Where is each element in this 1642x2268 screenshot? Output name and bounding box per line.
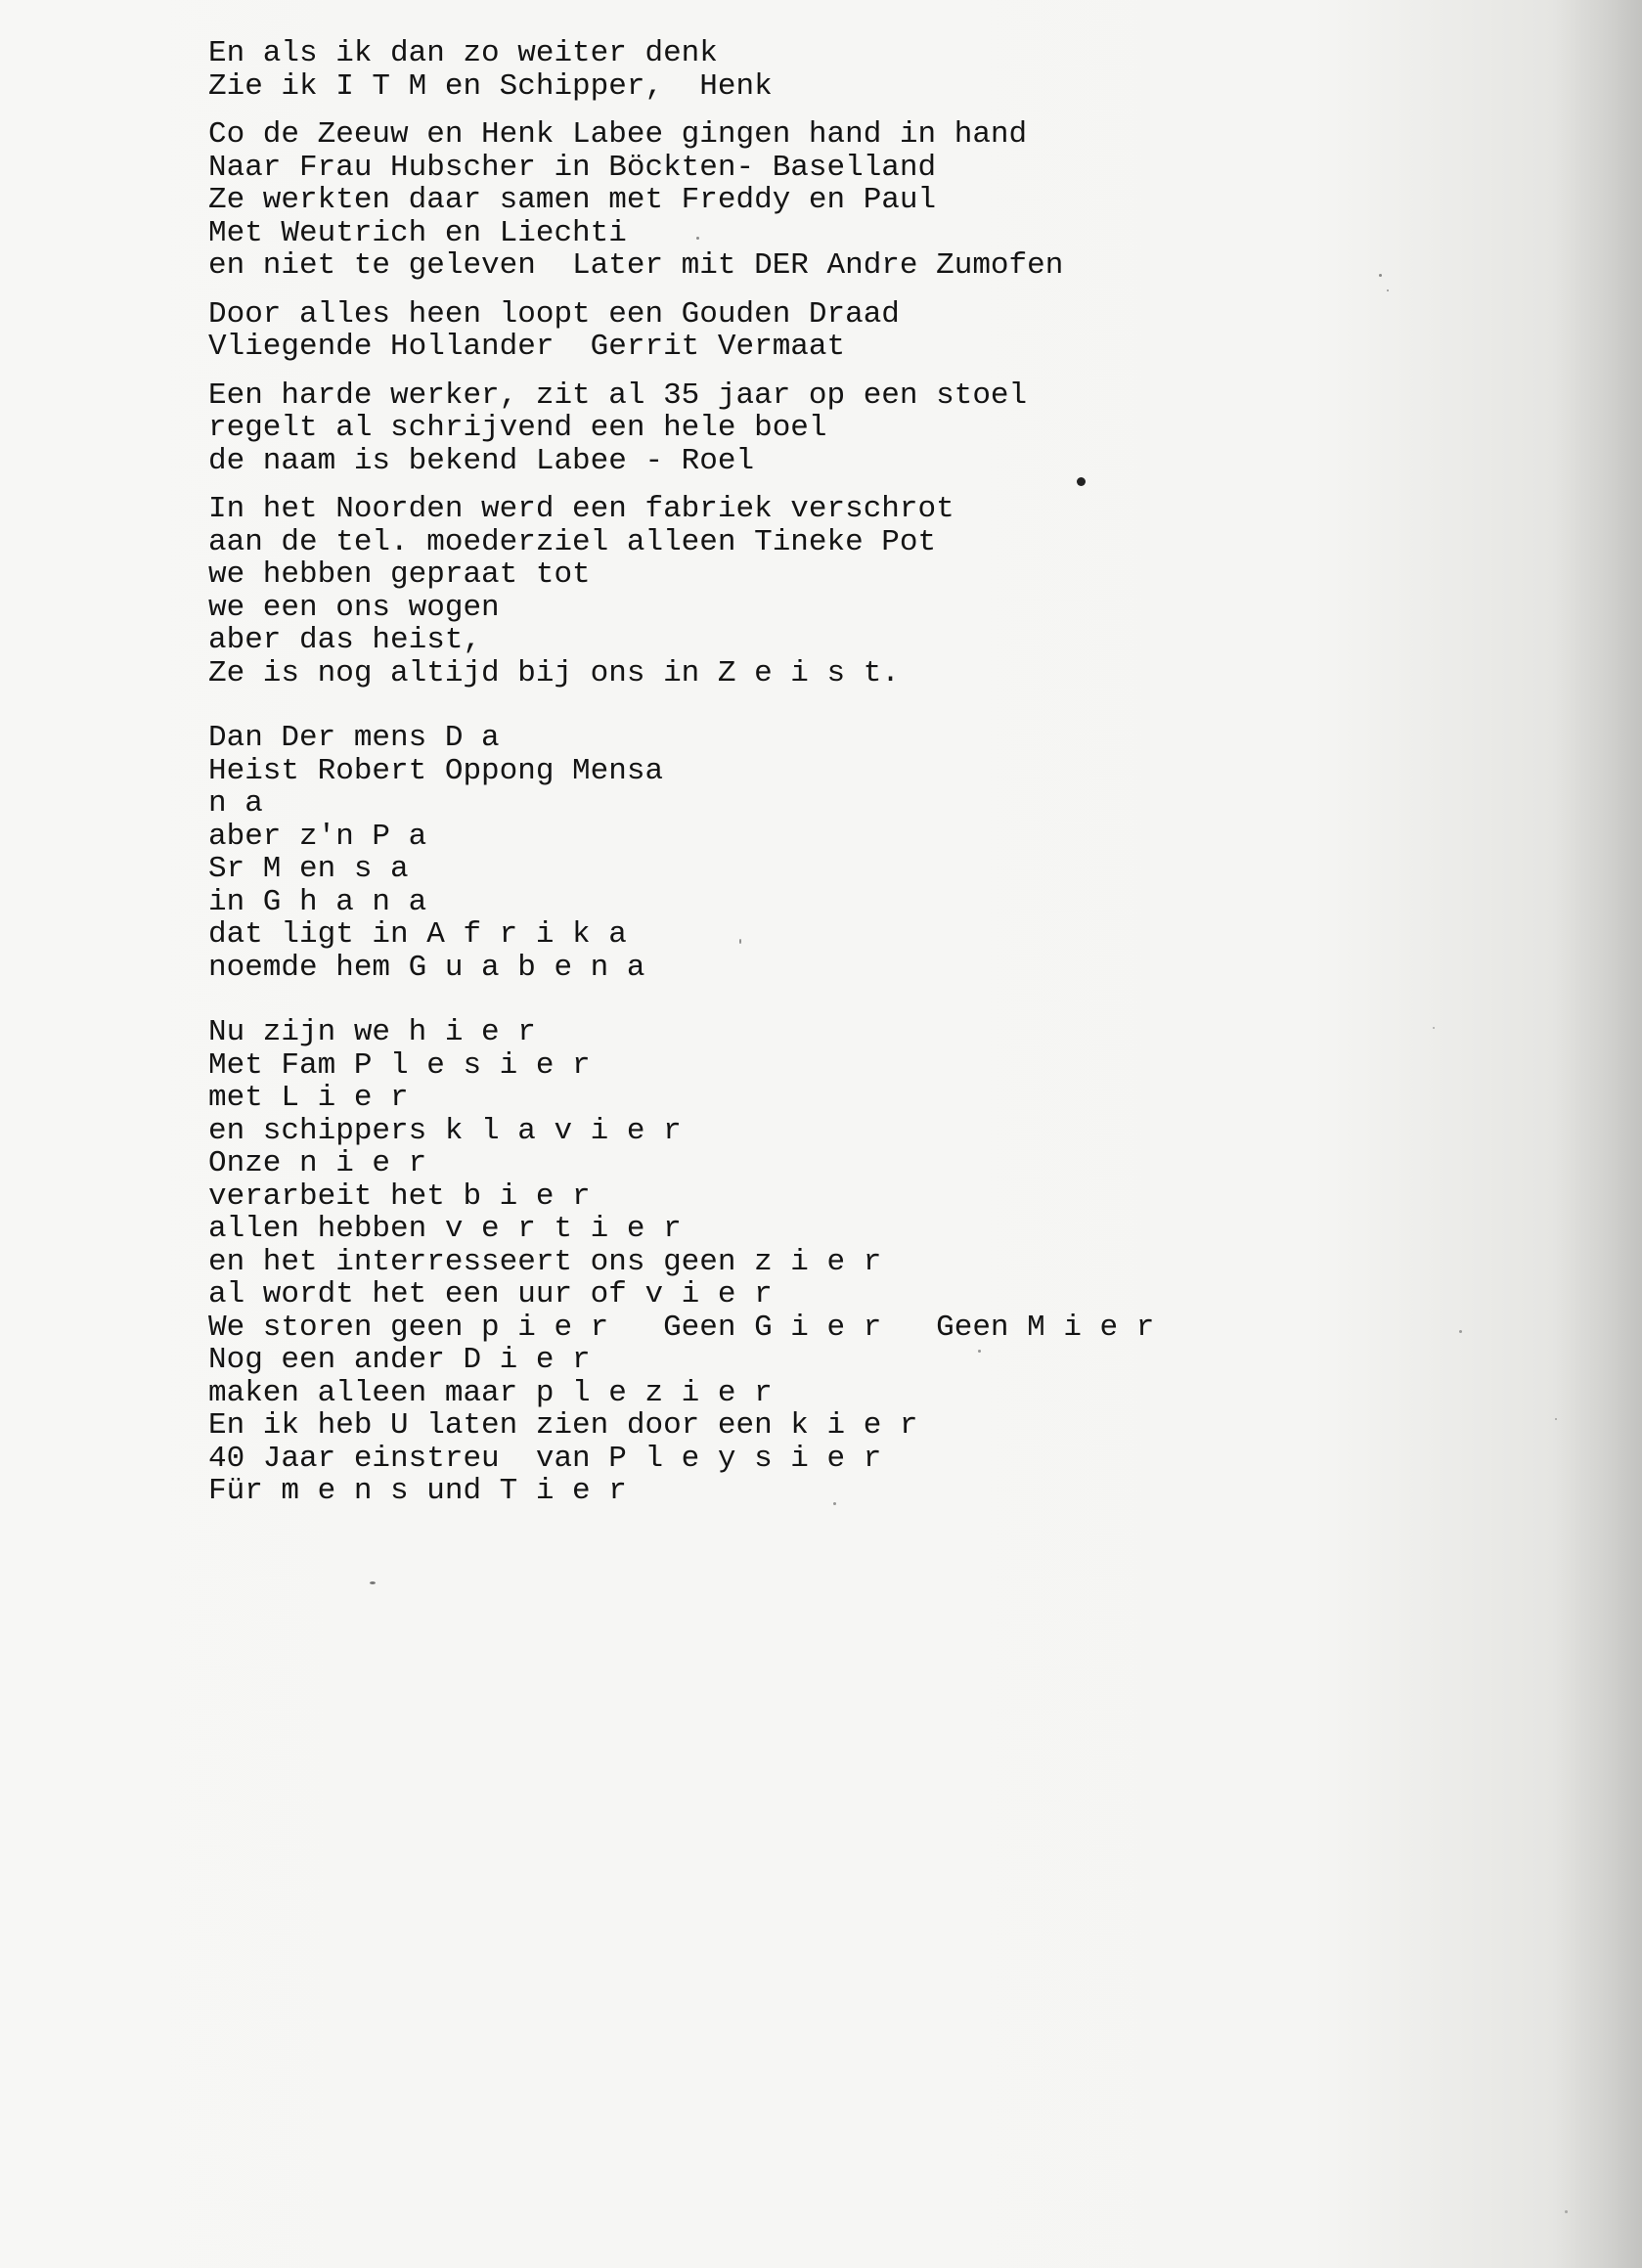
poem-line: En ik heb U laten zien door een k i e r — [208, 1408, 918, 1443]
scan-speck — [1555, 1418, 1557, 1420]
poem-line: Onze n i e r — [208, 1146, 427, 1180]
scan-speck — [1565, 2210, 1568, 2213]
poem-line: maken alleen maar p l e z i e r — [208, 1375, 773, 1410]
poem-line: met L i e r — [208, 1081, 409, 1115]
poem-line: Für m e n s und T i e r — [208, 1474, 627, 1508]
poem-line: Nu zijn we h i e r — [208, 1015, 536, 1049]
poem-line: Nog een ander D i e r — [208, 1343, 591, 1377]
scan-speck — [978, 1350, 981, 1353]
poem-line: de naam is bekend Labee - Roel — [208, 443, 755, 478]
poem-line: aber das heist, — [208, 623, 482, 657]
scan-speck — [739, 939, 741, 944]
ink-dot — [1077, 477, 1086, 486]
poem-line: we een ons wogen — [208, 590, 500, 625]
poem-line: Met Fam P l e s i e r — [208, 1047, 591, 1083]
poem-line: Door alles heen loopt een Gouden Draad — [208, 296, 900, 332]
poem-line: al wordt het een uur of v i e r — [208, 1277, 773, 1312]
poem-line: en niet te geleven Later mit DER Andre Zumofen — [208, 248, 1064, 283]
scan-speck — [1379, 274, 1382, 277]
poem-line: Ze is nog altijd bij ons in Z e i s t. — [208, 655, 900, 690]
poem-line: Heist Robert Oppong Mensa — [208, 753, 664, 788]
poem-line: Met Weutrich en Liechti — [208, 215, 627, 250]
poem-line: In het Noorden werd een fabriek verschrot — [208, 492, 954, 526]
poem-line: allen hebben v e r t i e r — [208, 1212, 682, 1246]
poem-line: 40 Jaar einstreu van P l e y s i e r — [208, 1441, 882, 1476]
poem-line: verarbeit het b i e r — [208, 1178, 591, 1214]
poem-line: Zie ik I T M en Schipper, Henk — [208, 68, 773, 104]
poem-line: aber z'n P a — [208, 819, 427, 854]
scan-speck — [696, 237, 699, 240]
stanza-1 — [208, 37, 1519, 103]
stanza-5 — [208, 493, 1519, 689]
scan-speck — [1433, 1027, 1435, 1029]
poem-line: dat ligt in A f r i k a — [208, 917, 627, 952]
scan-speck — [1459, 1330, 1462, 1333]
scan-speck — [370, 1581, 376, 1584]
stanza-7 — [208, 1016, 1519, 1508]
poem-line: regelt al schrijvend een hele boel — [208, 411, 827, 445]
poem-line: Sr M en s a — [208, 852, 409, 886]
stanza-6 — [208, 722, 1519, 984]
poem-line: Vliegende Hollander Gerrit Vermaat — [208, 330, 846, 364]
poem-line: En als ik dan zo weiter denk — [208, 36, 718, 70]
page-edge-shadow — [1554, 0, 1642, 2268]
poem-line: in G h a n a — [208, 884, 427, 919]
stanza-3 — [208, 298, 1519, 364]
poem-text — [208, 37, 1519, 1524]
scan-speck — [833, 1502, 836, 1505]
poem-line: en schippers k l a v i e r — [208, 1113, 682, 1148]
poem-line: Co de Zeeuw en Henk Labee gingen hand in hand — [208, 117, 1028, 152]
poem-line: Een harde werker, zit al 35 jaar op een stoel — [208, 378, 1028, 413]
poem-line: en het interresseert ons geen z i e r — [208, 1244, 882, 1279]
poem-line: we hebben gepraat tot — [208, 557, 591, 592]
poem-line: n a — [208, 786, 263, 821]
poem-line: aan de tel. moederziel alleen Tineke Pot — [208, 524, 937, 559]
stanza-2 — [208, 118, 1519, 283]
stanza-4 — [208, 379, 1519, 478]
poem-line: We storen geen p i e r Geen G i e r Geen M i e r — [208, 1310, 1155, 1345]
poem-line: Ze werkten daar samen met Freddy en Paul — [208, 183, 937, 217]
poem-line: Naar Frau Hubscher in Böckten- Baselland — [208, 150, 937, 185]
scan-speck — [1387, 289, 1389, 291]
poem-line: noemde hem G u a b e n a — [208, 950, 645, 985]
poem-line: Dan Der mens D a — [208, 721, 500, 755]
